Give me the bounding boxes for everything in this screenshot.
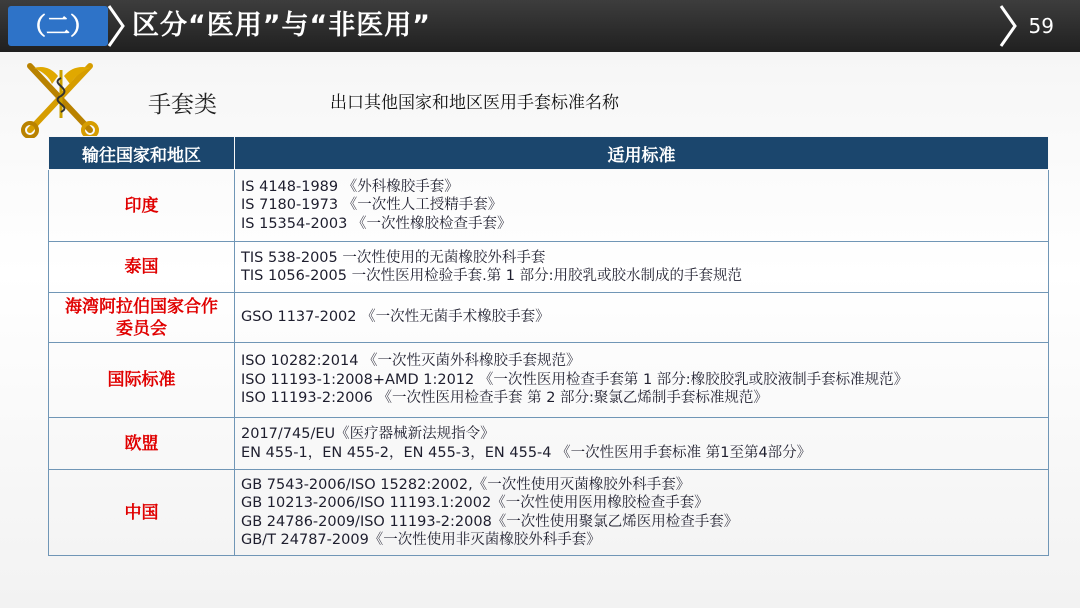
standards-cell xyxy=(235,293,1049,343)
table-header-row xyxy=(49,137,1049,170)
standard-item: ISO 11193-2:2006 《一次性医用检查手套 第 2 部分:聚氯乙烯制手套标准规范》 xyxy=(241,390,768,407)
region-name: 国际标准 xyxy=(49,343,235,418)
page-title: 区分“医用”与“非医用” xyxy=(132,10,431,41)
standard-item: IS 4148-1989 《外科橡胶手套》 xyxy=(241,178,459,195)
table-subtitle: 出口其他国家和地区医用手套标准名称 xyxy=(330,93,619,113)
standard-item: GB 10213-2006/ISO 11193.1:2002《一次性使用医用橡胶检查手套》 xyxy=(241,495,709,511)
standards-cell xyxy=(235,418,1049,470)
page-number: 59 xyxy=(1028,14,1054,38)
standard-item: TIS 1056-2005 一次性医用检验手套.第 1 部分:用胶乳或胶水制成的手套规范 xyxy=(241,268,743,284)
standard-item: EN 455-1，EN 455-2，EN 455-3，EN 455-4 《一次性医用手套标准 第1至第4部分》 xyxy=(241,444,812,461)
chevron-right-icon xyxy=(996,3,1018,49)
chevron-right-icon xyxy=(104,3,126,49)
table-row xyxy=(49,418,1049,470)
standard-item: GB/T 24787-2009《一次性使用非灭菌橡胶外科手套》 xyxy=(241,532,601,548)
standards-cell xyxy=(235,470,1049,556)
table-row xyxy=(49,170,1049,242)
column-header-region: 输往国家和地区 xyxy=(49,137,235,170)
table-row xyxy=(49,343,1049,418)
customs-emblem-icon xyxy=(18,56,108,138)
table-row xyxy=(49,470,1049,556)
standard-item: GB 24786-2009/ISO 11193-2:2008《一次性使用聚氯乙烯医用检查手套》 xyxy=(241,513,739,530)
standard-item: ISO 11193-1:2008+AMD 1:2012 《一次性医用检查手套第 1 部分:橡胶胶乳或胶液制手套标准规范》 xyxy=(241,371,909,388)
standards-cell xyxy=(235,343,1049,418)
category-label: 手套类 xyxy=(148,92,217,118)
region-name: 中国 xyxy=(49,470,235,556)
standard-item: IS 15354-2003 《一次性橡胶检查手套》 xyxy=(241,215,512,232)
region-name: 印度 xyxy=(49,170,235,242)
standard-item: TIS 538-2005 一次性使用的无菌橡胶外科手套 xyxy=(241,249,546,266)
standards-cell xyxy=(235,242,1049,293)
region-name: 泰国 xyxy=(49,242,235,293)
table-row xyxy=(49,242,1049,293)
standards-table xyxy=(48,136,1049,556)
section-badge: （二） xyxy=(8,6,108,46)
column-header-standards: 适用标准 xyxy=(235,137,1049,170)
region-name xyxy=(49,293,235,343)
standards-cell xyxy=(235,170,1049,242)
region-name: 欧盟 xyxy=(49,418,235,470)
standard-item: GSO 1137-2002 《一次性无菌手术橡胶手套》 xyxy=(241,309,550,326)
standard-item: ISO 10282:2014 《一次性灭菌外科橡胶手套规范》 xyxy=(241,353,581,370)
header-bar xyxy=(0,0,1080,52)
standard-item: IS 7180-1973 《一次性人工授精手套》 xyxy=(241,197,503,214)
region-name-text: 海湾阿拉伯国家合作委员会 xyxy=(65,296,218,339)
table-row xyxy=(49,293,1049,343)
standard-item: 2017/745/EU《医疗器械新法规指令》 xyxy=(241,426,495,442)
standard-item: GB 7543-2006/ISO 15282:2002,《一次性使用灭菌橡胶外科手套》 xyxy=(241,476,691,493)
